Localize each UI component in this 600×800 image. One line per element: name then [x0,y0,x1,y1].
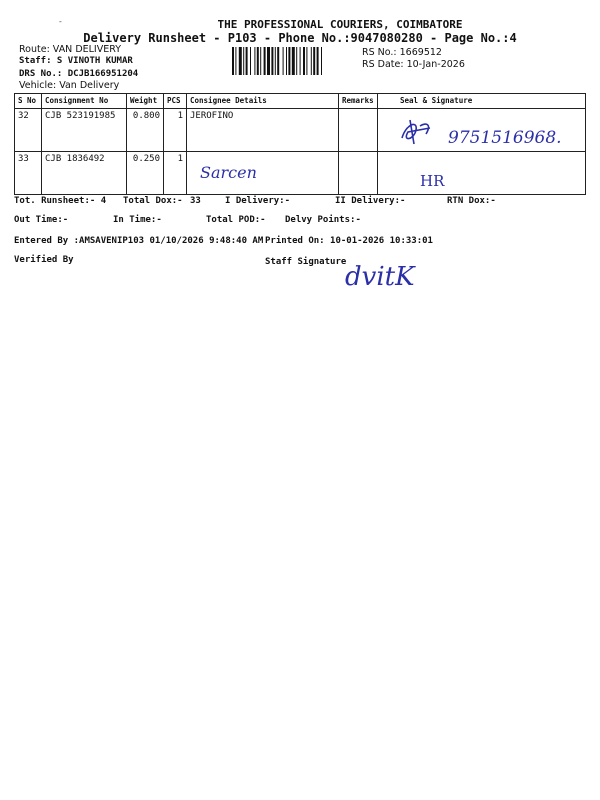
cell-consignment: CJB 523191985 [42,109,127,152]
runsheet-title: Delivery Runsheet - P103 - Phone No.:9047080280 - Page No.:4 [83,31,517,45]
staff-label: Staff: S VINOTH KUMAR [19,56,133,66]
cell-remarks [339,152,378,195]
i-delivery: I Delivery:- [225,196,291,206]
rtn-dox: RTN Dox:- [447,196,496,206]
total-dox-label: Total Dox:- [123,196,183,206]
cell-weight: 0.800 [127,109,164,152]
rs-date: RS Date: 10-Jan-2026 [362,59,465,70]
out-time: Out Time:- [14,215,69,225]
drs-label: DRS No.: DCJB166951204 [19,69,139,79]
corner-mark: - [58,17,63,26]
col-remarks: Remarks [339,94,378,109]
total-dox-value: 33 [190,196,201,206]
printed-on: Printed On: 10-01-2026 10:33:01 [265,236,433,246]
hr-handwriting: HR [420,172,445,190]
cell-consignment: CJB 1836492 [42,152,127,195]
col-consignment: Consignment No [42,94,127,109]
ii-delivery: II Delivery:- [335,196,406,206]
cell-consignee: JEROFINO [187,109,339,152]
cell-remarks [339,109,378,152]
barcode-icon [232,47,360,75]
cell-sno: 32 [15,109,42,152]
signature-scribble-icon [396,116,440,148]
col-consignee: Consignee Details [187,94,339,109]
table-row [15,152,586,195]
cell-sno: 33 [15,152,42,195]
cell-seal [378,152,586,195]
col-sno: S No [15,94,42,109]
total-pod: Total POD:- [206,215,266,225]
table-header-row [15,94,586,109]
consignee-signature: Sarcen [200,163,257,182]
staff-signature-label: Staff Signature [265,257,347,267]
vehicle-label: Vehicle: Van Delivery [19,80,120,91]
verified-by: Verified By [14,255,74,265]
staff-signature: dvitK [345,262,415,292]
phone-handwriting: 9751516968. [448,128,562,148]
col-seal: Seal & Signature [378,94,586,109]
tot-runsheet: Tot. Runsheet:- 4 [14,196,107,206]
route-label: Route: VAN DELIVERY [19,44,122,55]
cell-weight: 0.250 [127,152,164,195]
cell-pcs: 1 [164,152,187,195]
delvy-points: Delvy Points:- [285,215,361,225]
in-time: In Time:- [113,215,162,225]
rs-no: RS No.: 1669512 [362,47,442,58]
col-pcs: PCS [164,94,187,109]
cell-pcs: 1 [164,109,187,152]
company-title: THE PROFESSIONAL COURIERS, COIMBATORE [217,18,463,31]
entered-by: Entered By :AMSAVENIP103 01/10/2026 9:48:40 AM [14,236,264,246]
col-weight: Weight [127,94,164,109]
